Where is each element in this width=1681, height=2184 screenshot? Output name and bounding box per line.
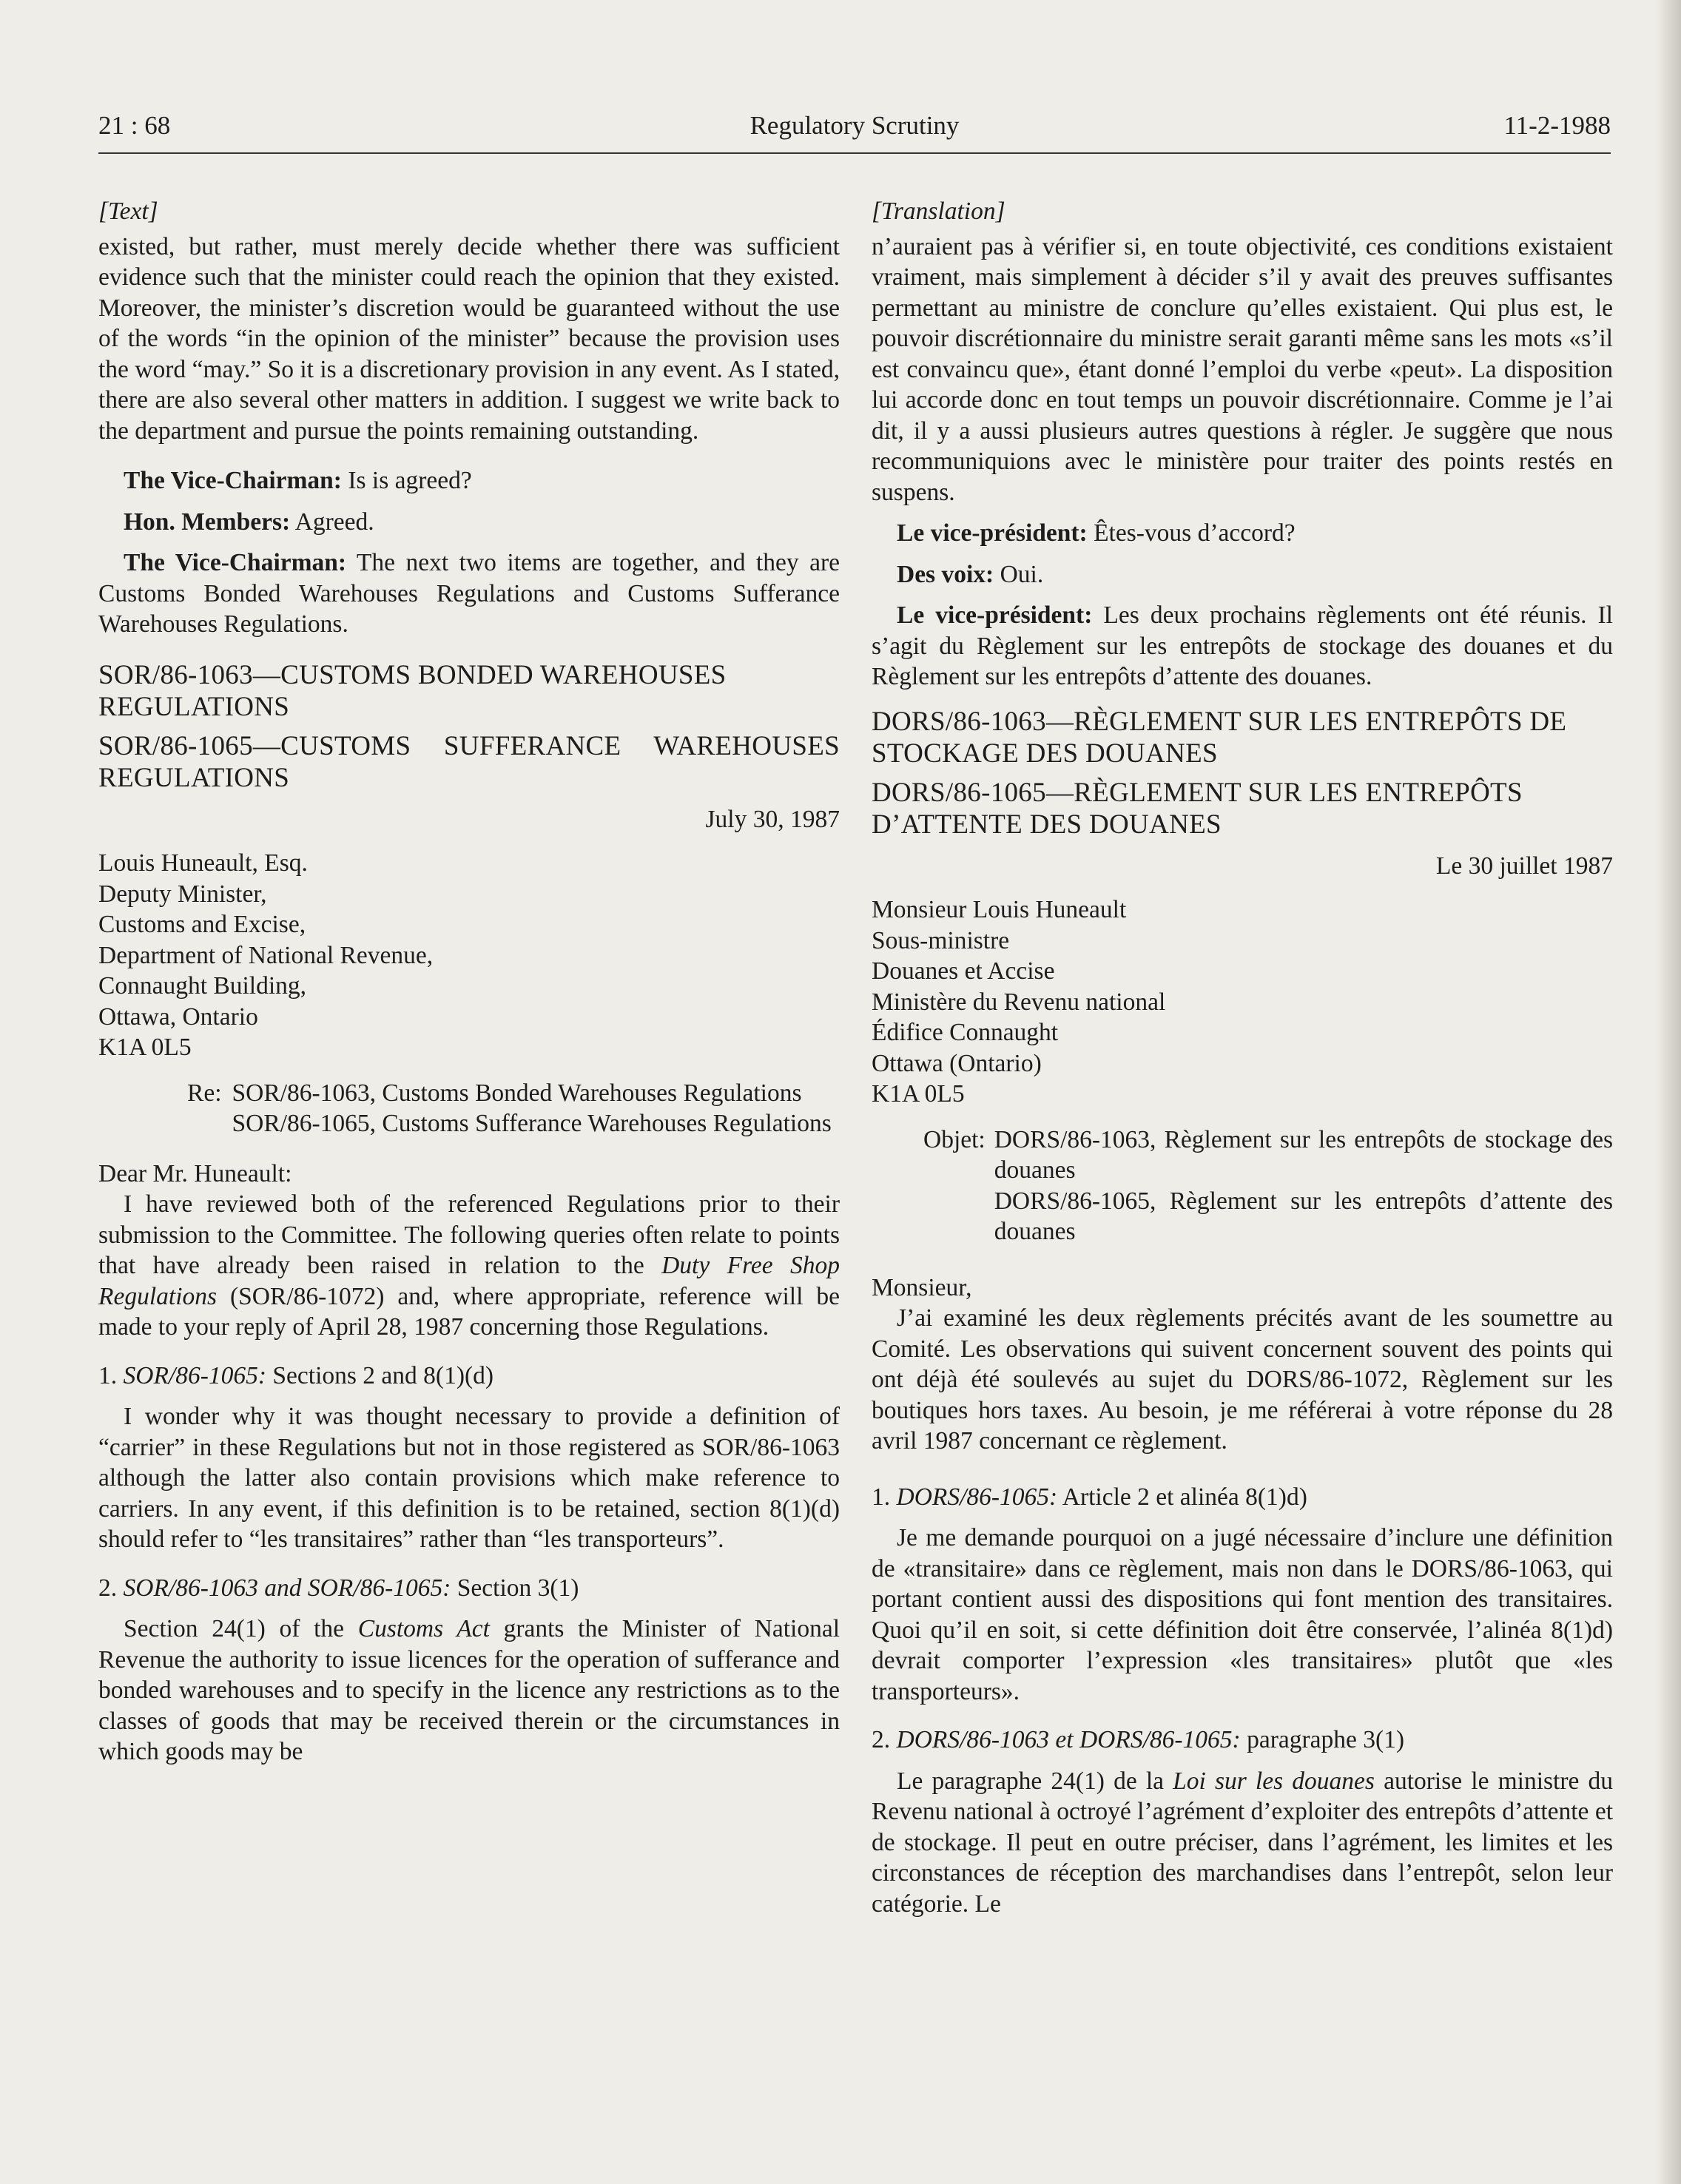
address-line: Connaught Building, [98,972,307,1000]
address-block [98,848,840,1063]
speaker-text: Agreed. [290,508,374,536]
speaker-line [872,518,1613,549]
regulation-heading: DORS/86-1065—RÈGLEMENT SUR LES ENTREPÔTS D’ATTENTE DES DOUANES [872,777,1523,840]
objet-line: DORS/86-1065, Règlement sur les entrepôts d’attente des douanes [994,1187,1613,1245]
paragraph: Le paragraphe 24(1) de la Loi sur les douanes autorise le ministre du Revenu national à octroyé l’agrément d’exploiter des entrepôts d’attente et de stockage. Il peut en outre préciser, dans l’agrément, les limites et les circonstances de réception des marchandises dans l’entrepôt, selon leur catégorie. Le [872,1767,1614,1918]
address-line: Department of National Revenue, [98,941,434,969]
objet-label: Objet: [923,1125,986,1153]
objet-block [872,1125,1613,1247]
paragraph: J’ai examiné les deux règlements précités avant de les soumettre au Comité. Les observations qui suivent concernent souvent des points qui ont déjà été soulevés au sujet du DORS/86-1072, Règlement sur les boutiques hors taxes. Au besoin, je me référerai à votre réponse du 28 avril 1987 concernant ce règlement. [872,1304,1613,1455]
item-title: 1. SOR/86-1065: Sections 2 and 8(1)(d) [98,1361,494,1389]
speaker-text: Is is agreed? [341,467,472,494]
speaker-name: Le vice-président: [897,519,1088,547]
salutation: Monsieur, [872,1273,972,1301]
regulation-heading: SOR/86-1065—CUSTOMS SUFFERANCE WAREHOUSES REGULATIONS [98,730,840,793]
speaker-text: Oui. [994,560,1044,588]
speaker-name: Hon. Members: [124,508,291,536]
address-line: K1A 0L5 [98,1034,192,1061]
speaker-name: Le vice-président: [897,601,1093,629]
address-line: Ministère du Revenu national [872,988,1166,1016]
paragraph: Section 24(1) of the Customs Act grants the Minister of National Revenue the authority to issue licences for the operation of sufferance and bonded warehouses and to specify in the licence any restrictions as to the classes of goods that may be received therein or the circumstances in which goods may be [98,1615,840,1765]
speaker-line [98,507,840,538]
address-line: Ottawa, Ontario [98,1002,258,1031]
paragraph: I wonder why it was thought necessary to provide a definition of “carrier” in these Regulations but not in those registered as SOR/86-1063 although the latter also contain provisions which make reference to carriers. In any event, if this definition is to be retained, section 8(1)(d) should refer to “les transitaires” rather than “les transporteurs”. [98,1403,840,1553]
paragraph: I have reviewed both of the referenced Regulations prior to their submission to the Committee. The following queries often relate to points that have already been raised in relation to the Duty Free Shop Regulations (SOR/86-1072) and, where appropriate, reference will be made to your reply of April 28, 1987 concerning those Regulations. [98,1190,840,1341]
address-line: Monsieur Louis Huneault [872,896,1127,923]
paragraph: existed, but rather, must merely decide whether there was sufficient evidence such that the minister could reach the opinion that they existed. Moreover, the minister’s discretion would be guaranteed without the use of the words “in the opinion of the minister” because the provision uses the word “may.” So it is a discretionary provision in any event. As I stated, there are also several other matters in addition. I suggest we write back to the department and pursue the points remaining outstanding. [98,232,840,445]
speaker-name: The Vice-Chairman: [124,549,347,576]
address-line: Louis Huneault, Esq. [98,849,308,877]
speaker-name: Des voix: [897,560,994,588]
text-tag: [Text] [98,198,158,225]
address-line: Customs and Excise, [98,911,306,938]
address-line: Sous-ministre [872,926,1010,954]
regulation-heading: SOR/86-1063—CUSTOMS BONDED WAREHOUSES REGULATIONS [98,659,727,722]
speaker-text: Êtes-vous d’accord? [1087,519,1296,547]
address-line: Deputy Minister, [98,880,267,908]
letter-date: July 30, 1987 [705,805,840,833]
item-title: 2. DORS/86-1063 et DORS/86-1065: paragraphe 3(1) [872,1726,1405,1753]
address-line: Ottawa (Ontario) [872,1049,1042,1077]
speaker-name: The Vice-Chairman: [124,467,342,494]
english-column [98,196,840,1767]
salutation: Dear Mr. Huneault: [98,1159,292,1187]
speaker-text: The next two items are together, and they are Customs Bonded Warehouses Regulations and Customs Sufferance Warehouses Regulations. [98,549,840,638]
re-line: SOR/86-1065, Customs Sufferance Warehouses Regulations [232,1110,832,1137]
speaker-line [872,559,1613,590]
page-number: 21 : 68 [98,111,171,140]
re-block [98,1078,840,1139]
running-title: Regulatory Scrutiny [749,111,960,140]
address-block [872,894,1613,1110]
objet-line: DORS/86-1063, Règlement sur les entrepôts de stockage des douanes [994,1125,1613,1184]
header-date: 11-2-1988 [1503,111,1611,140]
paragraph: Je me demande pourquoi on a jugé nécessaire d’inclure une définition de «transitaire» dans ce règlement, mais non dans le DORS/86-1063, qui portant contient aussi des dispositions qui font mention des transitaires. Quoi qu’il en soit, si cette définition doit être conservée, l’alinéa 8(1)d) devrait comporter l’expression «les transitaires» plutôt que «les transporteurs». [872,1524,1613,1705]
item-title: 1. DORS/86-1065: Article 2 et alinéa 8(1)d) [872,1483,1307,1511]
re-line: SOR/86-1063, Customs Bonded Warehouses Regulations [232,1079,802,1107]
running-header [98,111,1611,149]
page-edge-shadow [1656,0,1681,2184]
address-line: Édifice Connaught [872,1019,1059,1046]
header-rule [98,152,1611,154]
address-line: Douanes et Accise [872,957,1055,985]
paragraph: n’auraient pas à vérifier si, en toute objectivité, ces conditions existaient vraiment, mais simplement à décider s’il y avait des preuves suffisantes permettant au ministre de conclure qu’elles existaient. Qui plus est, le pouvoir discrétionnaire du ministre serait garanti même sans les mots «s’il est convaincu que», étant donné l’emploi du verbe «peut». La disposition lui accorde donc en tout temps un pouvoir discrétionnaire. Comme je l’ai dit, il y a aussi plusieurs autres questions à régler. Je suggère que nous recommuniquions avec le ministère pour traiter des points restés en suspens. [872,232,1613,506]
french-column [872,196,1613,1919]
translation-tag: [Translation] [872,198,1005,225]
speaker-text: Les deux prochains règlements ont été réunis. Il s’agit du Règlement sur les entrepôts de stockage des douanes et du Règlement sur les entrepôts d’attente des douanes. [872,601,1613,690]
speaker-line [98,465,840,496]
speaker-line [98,547,840,640]
re-label: Re: [187,1079,222,1107]
speaker-line [872,600,1613,692]
address-line: K1A 0L5 [872,1080,965,1108]
letter-date: Le 30 juillet 1987 [1435,852,1613,880]
regulation-heading: DORS/86-1063—RÈGLEMENT SUR LES ENTREPÔTS DE STOCKAGE DES DOUANES [872,706,1567,769]
item-title: 2. SOR/86-1063 and SOR/86-1065: Section 3(1) [98,1574,579,1602]
